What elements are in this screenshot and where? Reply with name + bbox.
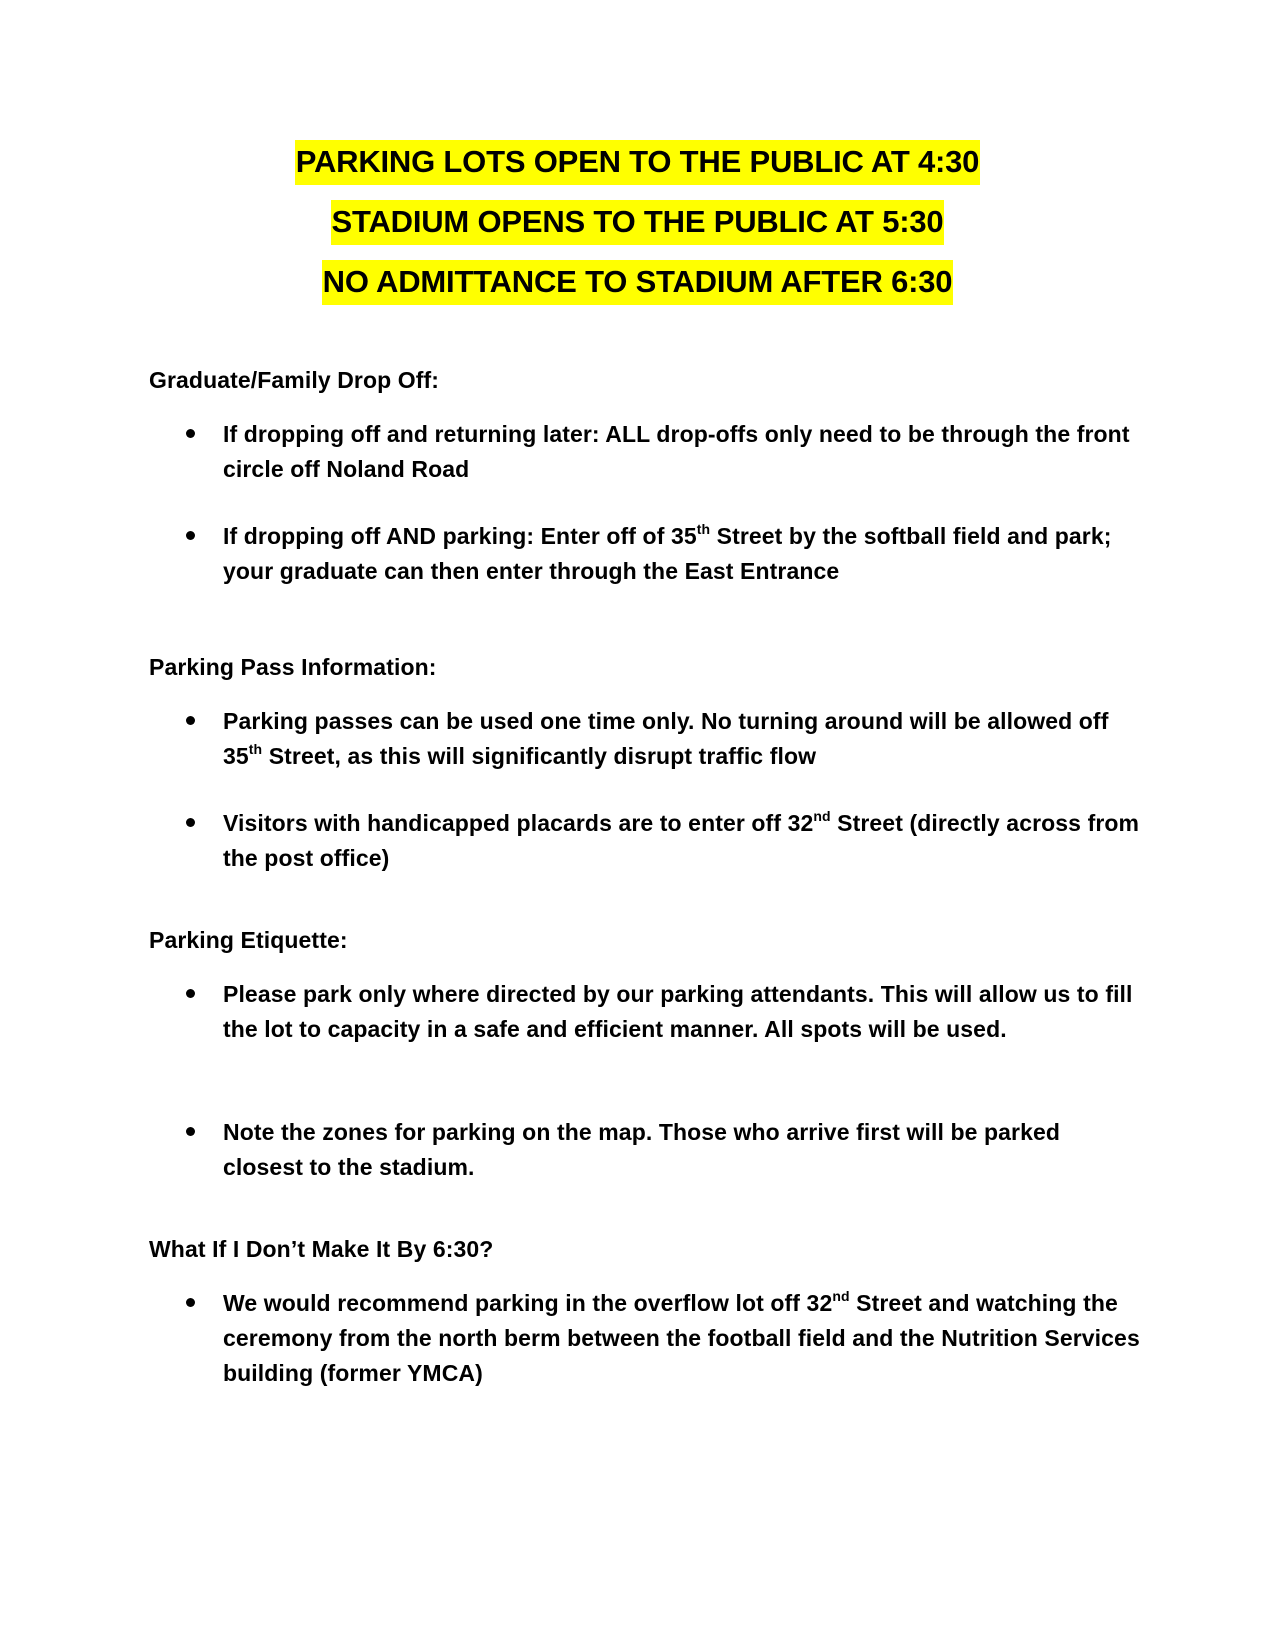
list-item-text: We would recommend parking in the overflow lot off 32nd Street and watching the ceremony from the north berm between the football field and the Nutrition Services building (former YMCA) bbox=[223, 1288, 1140, 1386]
headline-text: NO ADMITTANCE TO STADIUM AFTER 6:30 bbox=[322, 260, 954, 305]
bullet-icon bbox=[186, 989, 195, 998]
bullet-icon bbox=[186, 818, 195, 827]
bullet-icon bbox=[186, 1127, 195, 1136]
list-item-text: If dropping off AND parking: Enter off of 35th Street by the softball field and park; your graduate can then enter through the East Entrance bbox=[223, 521, 1112, 584]
section-heading-late-arrival: What If I Don’t Make It By 6:30? bbox=[149, 1236, 494, 1262]
list-item-text: If dropping off and returning later: ALL drop-offs only need to be through the front circle off Noland Road bbox=[223, 421, 1130, 482]
list-item-text: Parking passes can be used one time only. No turning around will be allowed off 35th Street, as this will significantly disrupt traffic flow bbox=[223, 708, 1109, 769]
section-heading-drop-off: Graduate/Family Drop Off: bbox=[149, 367, 440, 393]
bullet-icon bbox=[186, 716, 195, 725]
list-item-text: Visitors with handicapped placards are to enter off 32nd Street (directly across from the post office) bbox=[223, 808, 1140, 871]
bullet-icon bbox=[186, 1298, 195, 1307]
headline-text: PARKING LOTS OPEN TO THE PUBLIC AT 4:30 bbox=[295, 140, 980, 185]
section-heading-parking-pass: Parking Pass Information: bbox=[149, 654, 437, 680]
headline-parking-lots bbox=[0, 144, 1275, 180]
headline-no-admittance bbox=[0, 264, 1275, 300]
list-item-text: Note the zones for parking on the map. Those who arrive first will be parked closest to the stadium. bbox=[223, 1119, 1061, 1180]
list-item-text: Please park only where directed by our parking attendants. This will allow us to fill the lot to capacity in a safe and efficient manner. All spots will be used. bbox=[223, 981, 1133, 1042]
section-heading-parking-etiquette: Parking Etiquette: bbox=[149, 927, 348, 953]
bullet-icon bbox=[186, 429, 195, 438]
bullet-icon bbox=[186, 531, 195, 540]
headline-stadium-opens bbox=[0, 204, 1275, 240]
headline-text: STADIUM OPENS TO THE PUBLIC AT 5:30 bbox=[331, 200, 945, 245]
